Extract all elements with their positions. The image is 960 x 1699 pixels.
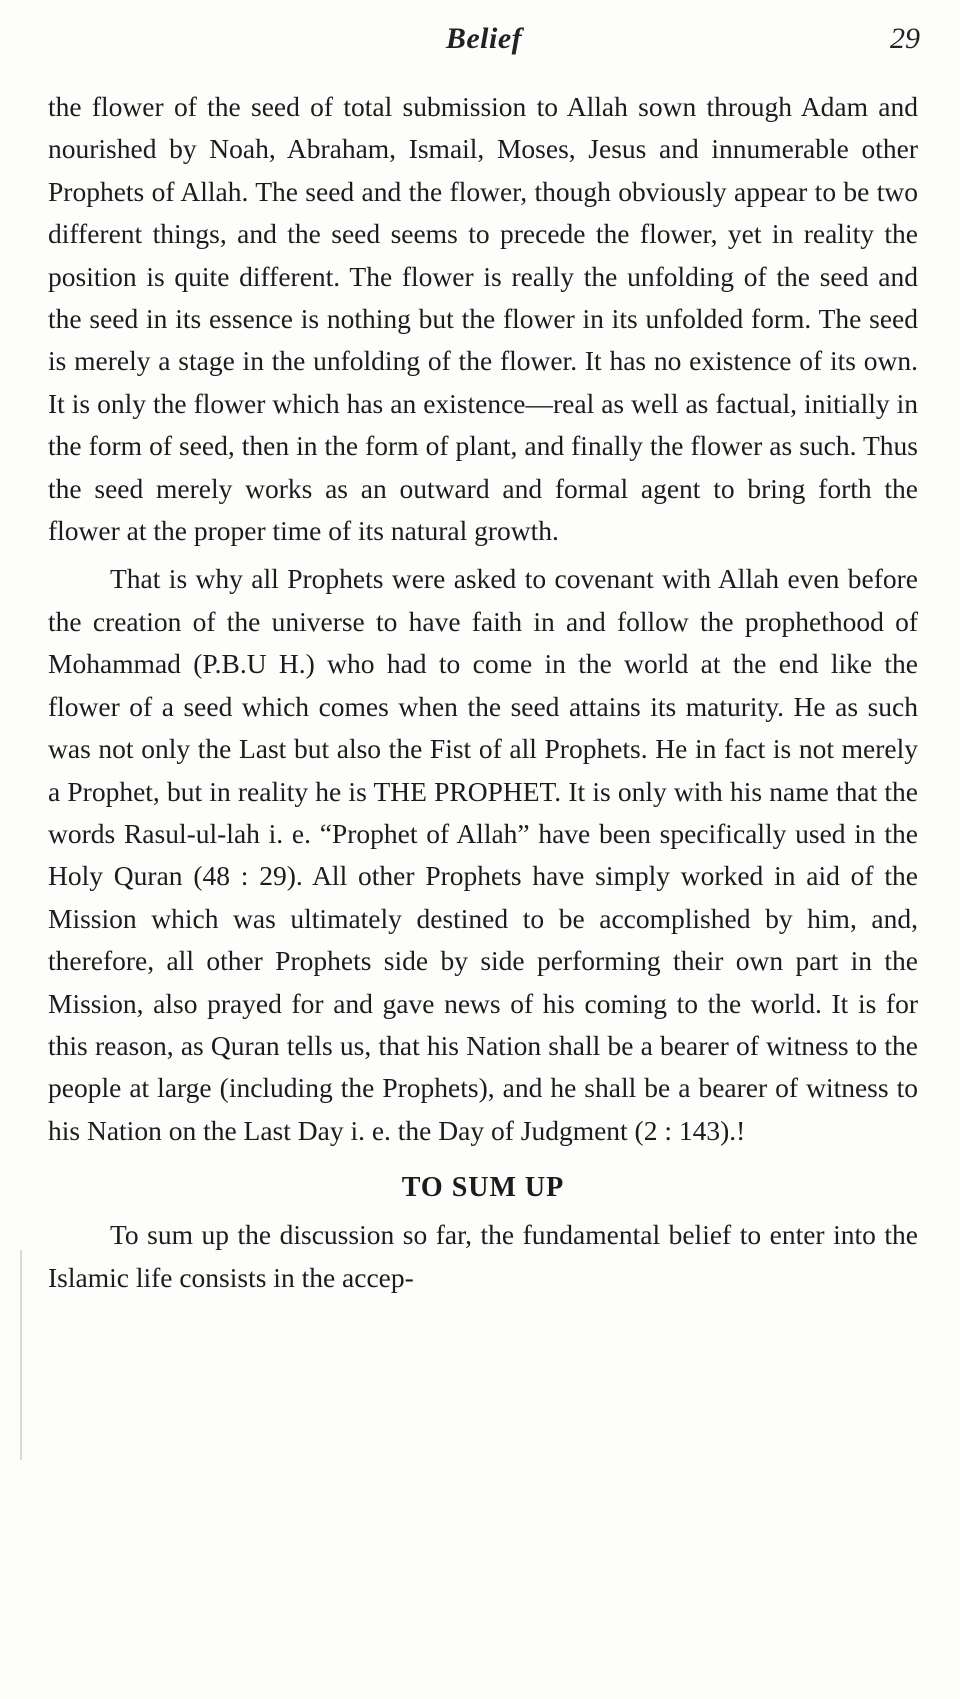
paragraph-2: That is why all Prophets were asked to covenant with Allah even before the creation of the universe to have faith in and follow the prophethood of Mohammad (P.B.U H.) who had to come in the world at the end like the flower of a seed which comes when the seed attains its maturity. He as such was not only the Last but also the Fist of all Prophets. He in fact is not merely a Prophet, but in reality he is THE PROPHET. It is only with his name that the words Rasul-ul-lah i. e. “Prophet of Allah” have been specifically used in the Holy Quran (48 : 29). All other Prophets have simply worked in aid of the Mission which was ultimately destined to be accomplished by him, and, therefore, all other Prophets side by side performing their own part in the Mission, also prayed for and gave news of his coming to the world. It is for this reason, as Quran tells us, that his Nation shall be a bearer of witness to the people at large (including the Prophets), and he shall be a bearer of witness to his Nation on the Last Day i. e. the Day of Judgment (2 : 143).!: [48, 563, 918, 1146]
running-head: Belief: [445, 22, 523, 55]
paragraph-1: the flower of the seed of total submission to Allah sown through Adam and nourished by Noah, Abraham, Ismail, Moses, Jesus and innumerable other Prophets of Allah. The seed and the flower, though obviously appear to be two different things, and the seed seems to precede the flower, yet in reality the position is quite different. The flower is really the unfolding of the seed and the seed in its essence is nothing but the flower in its unfolded form. The seed is merely a stage in the unfolding of the flower. It has no existence of its own. It is only the flower which has an existence—real as well as factual, initially in the form of seed, then in the form of plant, and finally the flower as such. Thus the seed merely works as an outward and formal agent to bring forth the flower at the proper time of its natural growth.: [48, 91, 918, 547]
scan-margin-mark: [20, 1250, 22, 1460]
paragraph-3: To sum up the discussion so far, the fundamental belief to enter into the Islamic life consists in the accep-: [48, 1219, 918, 1293]
page-header: [48, 22, 920, 72]
section-heading: TO SUM UP: [401, 1172, 565, 1204]
body-text: [48, 86, 918, 1299]
page-number: 29: [890, 22, 920, 55]
